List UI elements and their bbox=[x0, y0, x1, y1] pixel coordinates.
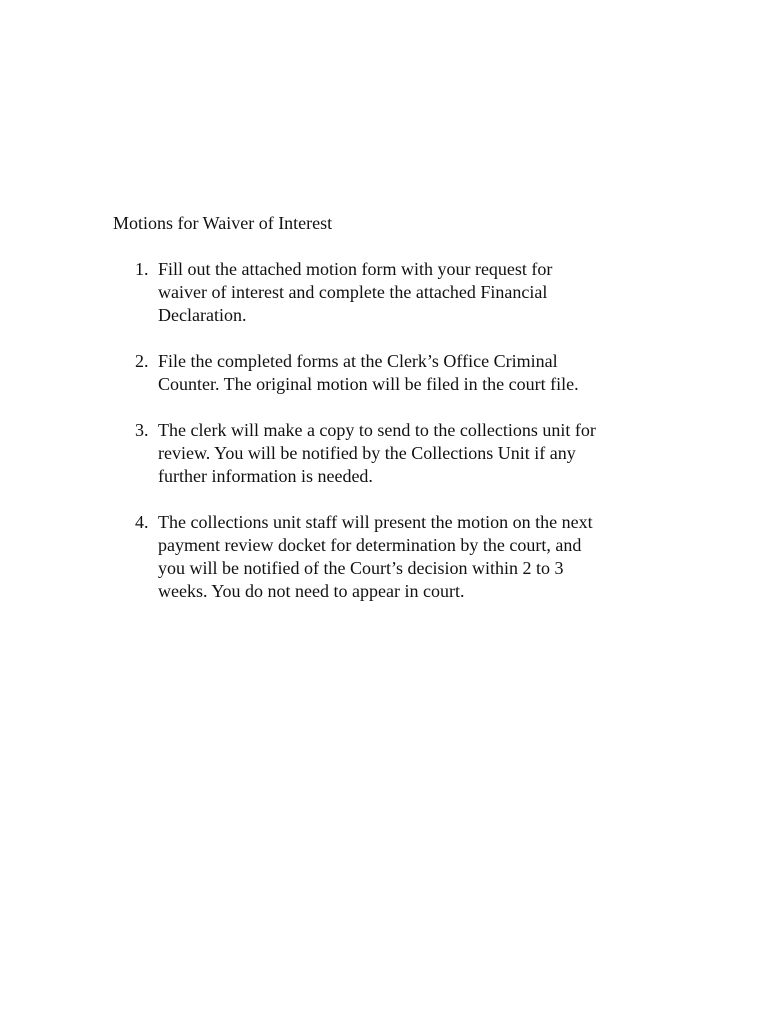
step-text: File the completed forms at the Clerk’s Office Criminal Counter. The original motion will be filed in the court file. bbox=[158, 351, 579, 394]
list-item bbox=[135, 350, 695, 396]
step-number: 2. bbox=[135, 351, 149, 371]
list-item bbox=[135, 511, 695, 603]
document-title: Motions for Waiver of Interest bbox=[113, 213, 333, 233]
step-text: Fill out the attached motion form with your request for waiver of interest and complete the attached Financial Declaration. bbox=[158, 259, 553, 325]
step-number: 1. bbox=[135, 259, 149, 279]
instruction-list bbox=[135, 258, 695, 626]
step-text: The clerk will make a copy to send to the collections unit for review. You will be notified by the Collections Unit if any further information is needed. bbox=[158, 420, 596, 486]
step-text: The collections unit staff will present the motion on the next payment review docket for determination by the court, and you will be notified of the Court’s decision within 2 to 3 weeks. You do not need to appear in court. bbox=[158, 512, 593, 601]
step-number: 3. bbox=[135, 420, 149, 440]
list-item bbox=[135, 419, 695, 488]
list-item bbox=[135, 258, 695, 327]
step-number: 4. bbox=[135, 512, 149, 532]
